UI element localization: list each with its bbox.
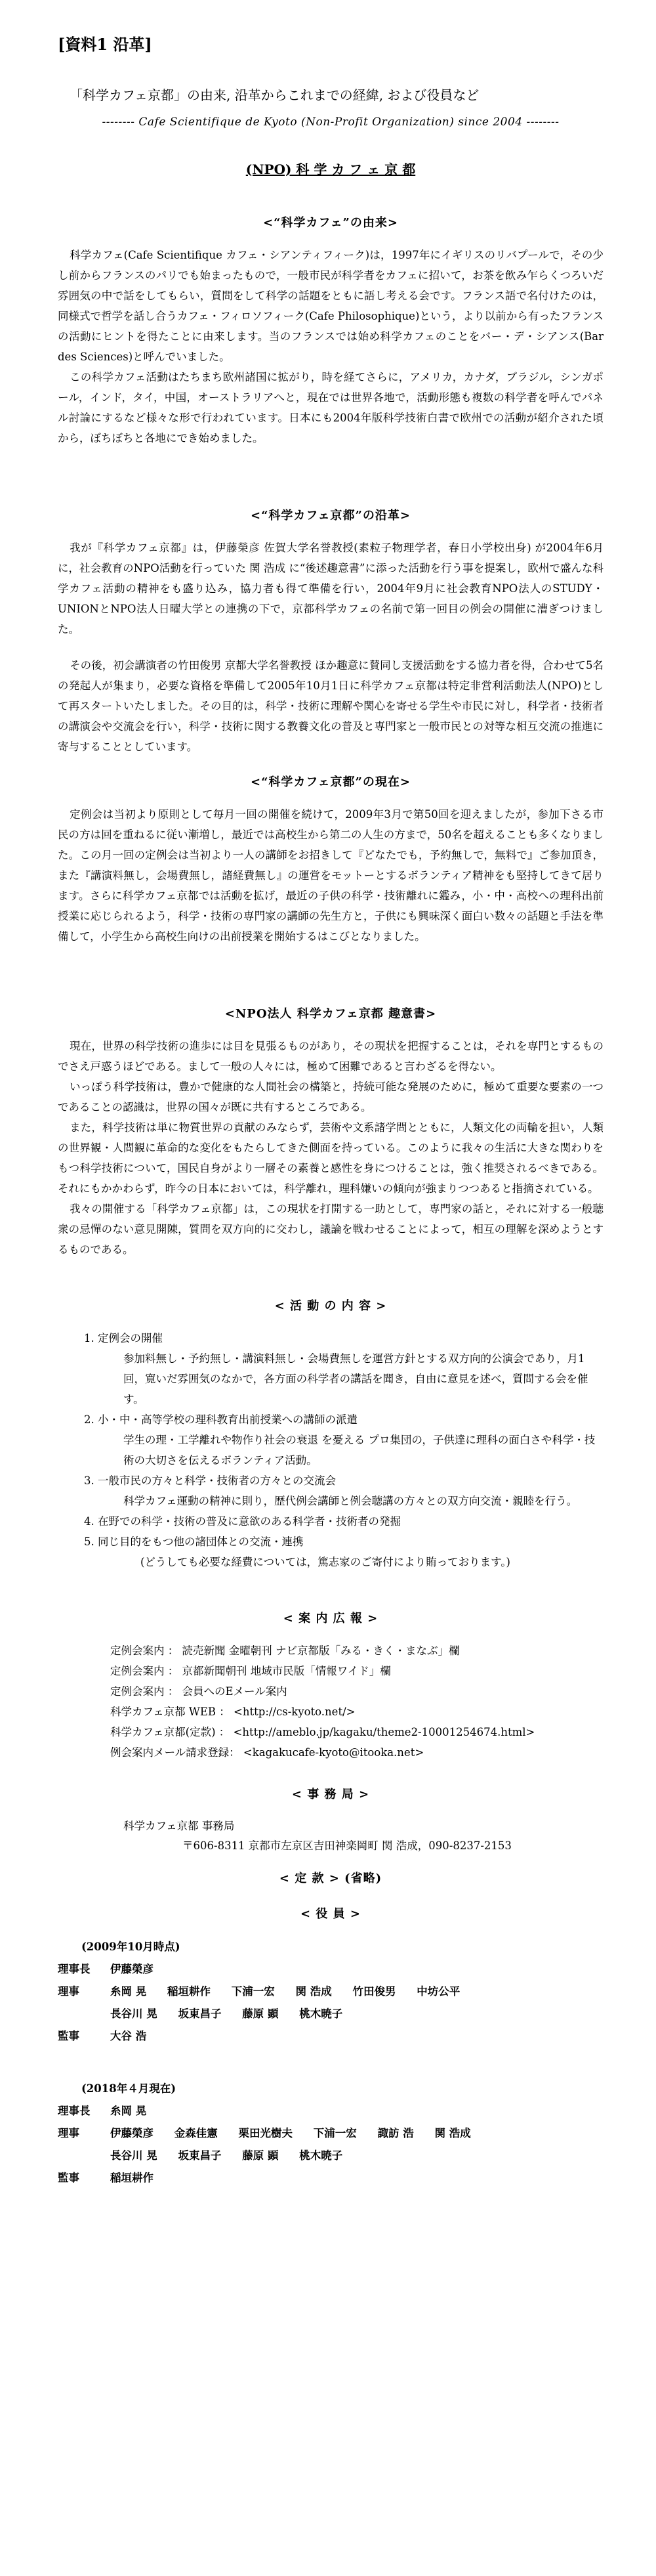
announcement-row bbox=[110, 1661, 604, 1681]
activities-list bbox=[84, 1328, 604, 1572]
officer-name: 中坊公平 bbox=[417, 1985, 461, 1998]
announcement-value: 京都新聞朝刊 地域市民版「情報ワイド」欄 bbox=[182, 1665, 391, 1677]
officer-name: 下浦一宏 bbox=[231, 1985, 275, 1998]
activities-heading: < 活 動 の 内 容 > bbox=[274, 1299, 387, 1313]
officer-name: 関 浩成 bbox=[295, 1985, 332, 1998]
email-link[interactable]: <kagakucafe-kyoto@itooka.net> bbox=[243, 1746, 424, 1759]
officer-name: 桃木暁子 bbox=[299, 2149, 343, 2162]
organization-title bbox=[58, 159, 604, 178]
announcement-value: 会員へのEメール案内 bbox=[182, 1685, 287, 1698]
officer-name: 下浦一宏 bbox=[313, 2127, 357, 2139]
officer-row bbox=[58, 1958, 604, 1981]
office-name: 科学カフェ京都 事務局 bbox=[123, 1820, 235, 1832]
officer-name: 長谷川 晃 bbox=[110, 2007, 157, 2020]
origin-heading: <“科学カフェ”の由来> bbox=[263, 216, 398, 230]
prospectus-paragraph: また，科学技術は単に物質世界の貢献のみならず，芸術や文系諸学問とともに，人類文化の両輪を担い，人類の世界観・人間観に革命的な変化をもたらしてきた側面を持っている。このように我々の生活に大きな関わりをもつ科学技術について，国民自身がより一層その素養と感性を身につけることは，強く推奨されるべきである。それにもかかわらず，昨今の日本においては，科学離れ，理科嫌いの傾向が強まりつつあると指摘されている。 bbox=[58, 1121, 604, 1195]
prospectus-paragraph: 我々の開催する「科学カフェ京都」は，この現状を打開する一助として，専門家の話と，それに対する一般聴衆の忌憚のない意見開陳，質問を双方向的に交わし，議論を戦わせることによって，相互の理解を深めようとするものである。 bbox=[58, 1203, 604, 1256]
prospectus-paragraph: 現在，世界の科学技術の進歩には目を見張るものがあり，その現状を把握することは，それを専門とするものでさえ戸惑うほどである。まして一般の人々には，極めて困難であると言わざるを得ない。 bbox=[58, 1040, 604, 1073]
origin-paragraph: 科学カフェ(Cafe Scientifique カフェ・シアンティフィーク)は，1997年にイギリスのリバプールで，その少し前からフランスのパリでも始まったもので，一般市民が科学者をカフェに招いて，お茶を飲み乍らくつろいだ雰囲気の中で話をしてもらい，質問をして科学の話題をともに語し考える会です。フランス語で名付けたのは，同様式で哲学を話し合うカフェ・フィロソフィーク(Cafe Philosophique)という，より以前から有ったフランスの活動にヒントを得たことに由来します。当のフランスでは始め科学カフェのことをバー・デ・シアンス(Bar des Sciences)と呼んでいました。 bbox=[58, 249, 604, 363]
activity-title: 4. 在野での科学・技術の普及に意欲のある科学者・技術者の発掘 bbox=[84, 1515, 401, 1528]
announcement-row bbox=[110, 1722, 604, 1742]
officer-name: 伊藤榮彦 bbox=[110, 2127, 154, 2139]
prospectus-paragraph: いっぽう科学技術は，豊かで健康的な人間社会の構築と，持続可能な発展のために，極めて重要な要素の一つであることの認識は，世界の国々が既に共有するところである。 bbox=[58, 1081, 604, 1113]
officer-role bbox=[58, 2145, 110, 2167]
officer-names bbox=[110, 2122, 604, 2145]
officer-name: 桃木暁子 bbox=[299, 2007, 343, 2020]
organization-title-text: (NPO) 科 学 カ フ ェ 京 都 bbox=[245, 161, 416, 177]
activity-title: 3. 一般市民の方々と科学・技術者の方々との交流会 bbox=[84, 1474, 336, 1487]
announcement-value: 読売新聞 金曜朝刊 ナビ京都版「みる・きく・まなぶ」欄 bbox=[182, 1644, 460, 1657]
articles-heading: < 定 款 > (省略) bbox=[279, 1872, 382, 1885]
activity-title: 2. 小・中・高等学校の理科教育出前授業への講師の派遣 bbox=[84, 1413, 358, 1426]
officer-group bbox=[58, 1936, 604, 2048]
officer-name: 竹田俊男 bbox=[352, 1985, 396, 1998]
office-address: 〒606-8311 京都市左京区吉田神楽岡町 関 浩成，090-8237-2153 bbox=[182, 1839, 512, 1852]
officer-group bbox=[58, 2078, 604, 2189]
officer-name: 糸岡 晃 bbox=[110, 2105, 147, 2117]
history-heading: <“科学カフェ京都”の沿革> bbox=[251, 509, 411, 523]
officer-row bbox=[58, 2025, 604, 2048]
announcement-label: 定例会案内 ： bbox=[110, 1665, 179, 1677]
officer-name: 坂東昌子 bbox=[178, 2007, 222, 2020]
announcement-label: 例会案内メール請求登録： bbox=[110, 1746, 240, 1759]
announcements-heading: < 案 内 広 報 > bbox=[283, 1612, 379, 1625]
present-heading: <“科学カフェ京都”の現在> bbox=[251, 775, 411, 789]
officer-names bbox=[110, 2145, 604, 2167]
officer-row bbox=[58, 2100, 604, 2122]
announcement-label: 科学カフェ京都(定款) ： bbox=[110, 1726, 230, 1738]
document-label: [資料1 沿革] bbox=[58, 35, 152, 54]
english-tagline: -------- Cafe Scientifique de Kyoto (Non-Profit Organization) since 2004 -------- bbox=[102, 116, 560, 129]
officer-name: 長谷川 晃 bbox=[110, 2149, 157, 2162]
announcements-list bbox=[58, 1641, 604, 1763]
announcement-label: 定例会案内 ： bbox=[110, 1644, 179, 1657]
officer-name: 藤原 顕 bbox=[242, 2149, 279, 2162]
activity-description: 学生の理・工学離れや物作り社会の衰退 を憂える プロ集団の，子供達に理科の面白さや科学・技術の大切さを伝えるボランティア活動。 bbox=[123, 1434, 596, 1467]
announcement-row bbox=[110, 1681, 604, 1702]
officer-name: 関 浩成 bbox=[434, 2127, 471, 2139]
officer-row bbox=[58, 2145, 604, 2167]
activity-description: (どうしても必要な経費については，篤志家のご寄付により賄っております。) bbox=[140, 1556, 510, 1568]
officer-names bbox=[110, 1958, 604, 1981]
officers-heading: < 役 員 > bbox=[300, 1907, 361, 1921]
officer-name: 稲垣耕作 bbox=[167, 1985, 211, 1998]
officer-name: 糸岡 晃 bbox=[110, 1985, 147, 1998]
office-heading: < 事 務 局 > bbox=[291, 1788, 370, 1801]
officer-name: 伊藤榮彦 bbox=[110, 1963, 154, 1975]
officer-name: 諏訪 浩 bbox=[377, 2127, 414, 2139]
announcement-row bbox=[110, 1702, 604, 1722]
activity-title: 1. 定例会の開催 bbox=[84, 1332, 163, 1344]
officer-row bbox=[58, 2122, 604, 2145]
present-paragraph: 定例会は当初より原則として毎月一回の開催を続けて，2009年3月で第50回を迎えましたが，参加下さる市民の方は回を重ねるに従い漸増し，最近では高校生から第二の人生の方まで，50名を超えることも多くなりました。この月一回の定例会は当初より一人の講師をお招きして『どなたでも，予約無しで，無料で』ご参加頂き，また『講演料無し，会場費無し，諸経費無し』の運営をモットーとするボランティア精神をも堅持してきて居ります。さらに科学カフェ京都では活動を拡げ，最近の子供の科学・技術離れに鑑み，小・中・高校への理科出前授業に応じられるよう，科学・技術の専門家の講師の先生方と，子供にも興味深く面白い数々の話題と手法を準備して，小学生から高校生向けの出前授業を開始するはこびとなりました。 bbox=[58, 808, 604, 943]
prospectus-heading: <NPO法人 科学カフェ京都 趣意書> bbox=[224, 1007, 437, 1021]
officer-name: 大谷 浩 bbox=[110, 2030, 147, 2042]
officer-row bbox=[58, 2003, 604, 2025]
history-paragraph: その後，初会講演者の竹田俊男 京都大学名誉教授 ほか趣意に賛同し支援活動をする協力者を得，合わせて5名の発起人が集まり，必要な資格を準備して2005年10月1日に科学カフェ京都は特定非営利活動法人(NPO)として再スタートいたしました。その目的は，科学・技術に理解や関心を寄せる学生や市民に対し，科学者・技術者の講演会や交流会を行い，科学・技術に関する教養文化の普及と専門家と一般市民との対等な相互交流の推進に寄与することとしています。 bbox=[58, 659, 604, 753]
officer-name: 稲垣耕作 bbox=[110, 2172, 154, 2184]
announcement-label: 定例会案内 ： bbox=[110, 1685, 179, 1698]
officer-name: 藤原 顕 bbox=[242, 2007, 279, 2020]
origin-paragraph: この科学カフェ活動はたちまち欧州諸国に拡がり，時を経てさらに，アメリカ，カナダ，ブラジル，シンガポール，インド，タイ，中国，オーストラリアへと，現在では世界各地で，活動形態も複数の科学者を呼んでパネル討論にするなど様々な形で行われています。日本にも2004年版科学技術白書で欧州での活動が紹介された頃から，ぼちぼちと各地にでき始めました。 bbox=[58, 371, 604, 444]
officer-role: 理事 bbox=[58, 1985, 79, 1998]
announcement-row bbox=[110, 1641, 604, 1661]
officer-role: 理事長 bbox=[58, 2105, 91, 2117]
officer-name: 栗田光樹夫 bbox=[238, 2127, 293, 2139]
announcement-row bbox=[110, 1742, 604, 1763]
activity-description: 科学カフェ運動の精神に則り，歴代例会講師と例会聴講の方々との双方向交流・親睦を行う。 bbox=[123, 1495, 578, 1507]
officer-role: 理事 bbox=[58, 2127, 79, 2139]
officer-row bbox=[58, 2167, 604, 2189]
officer-role bbox=[58, 2003, 110, 2025]
announcement-label: 科学カフェ京都 WEB ： bbox=[110, 1706, 230, 1718]
officer-role: 監事 bbox=[58, 2172, 79, 2184]
officer-row bbox=[58, 1981, 604, 2003]
officer-role: 監事 bbox=[58, 2030, 79, 2042]
articles-link[interactable]: <http://ameblo.jp/kagaku/theme2-10001254674.html> bbox=[233, 1726, 535, 1738]
officer-names bbox=[110, 2100, 604, 2122]
history-paragraph: 我が『科学カフェ京都』は，伊藤榮彦 佐賀大学名誉教授(素粒子物理学者，春日小学校出身) が2004年6月に，社会教育のNPO活動を行っていた 関 浩成 に“後述趣意書”に添った活動を行う事を提案し，欧州で盛んな科学カフェ活動の精神をも盛り込み，協力者も得て準備を行い，2004年9月に社会教育NPO法人のSTUDY・UNIONとNPO法人日曜大学との連携の下で，京都科学カフェの名前で第一回目の例会の開催に漕ぎつけました。 bbox=[58, 542, 604, 635]
officer-role: 理事長 bbox=[58, 1963, 91, 1975]
activity-description: 参加料無し・予約無し・講演料無し・会場費無しを運営方針とする双方向的公演会であり，月1回，寛いだ雰囲気のなかで，各方面の科学者の講話を聞き，自由に意見を述べ，質問する会を催す。 bbox=[123, 1352, 588, 1406]
officer-group-date: (2018年４月現在) bbox=[81, 2082, 176, 2095]
officer-name: 金森佳憲 bbox=[174, 2127, 218, 2139]
document-subtitle: 「科学カフェ京都」の由来, 沿革からこれまでの経緯, および役員など bbox=[70, 87, 480, 103]
officer-names bbox=[110, 2003, 604, 2025]
officer-names bbox=[110, 2167, 604, 2189]
activity-title: 5. 同じ目的をもつ他の諸団体との交流・連携 bbox=[84, 1535, 304, 1548]
officer-names bbox=[110, 2025, 604, 2048]
officer-group-date: (2009年10月時点) bbox=[81, 1941, 180, 1953]
officer-names bbox=[110, 1981, 604, 2003]
officer-name: 坂東昌子 bbox=[178, 2149, 222, 2162]
website-link[interactable]: <http://cs-kyoto.net/> bbox=[234, 1706, 356, 1718]
